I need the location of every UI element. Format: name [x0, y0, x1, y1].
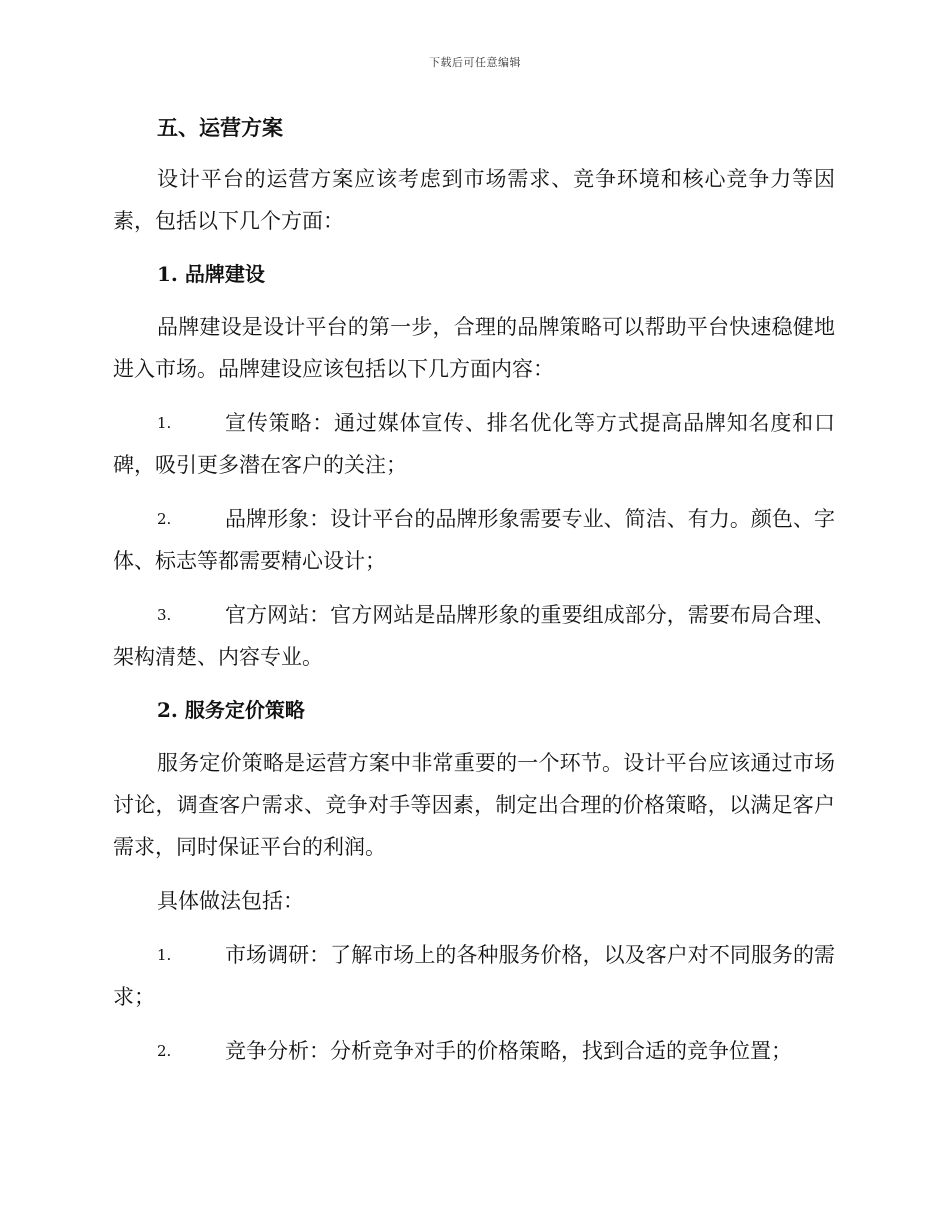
list-item-text: 品牌形象：设计平台的品牌形象需要专业、简洁、有力。颜色、字体、标志等都需要精心设计；	[113, 507, 835, 573]
pricing-heading: 2. 服务定价策略	[157, 698, 305, 722]
list-item	[113, 498, 835, 582]
method-label: 具体做法包括：	[157, 889, 304, 913]
list-item	[113, 934, 835, 1018]
list-item-text: 市场调研：了解市场上的各种服务价格，以及客户对不同服务的需求；	[113, 943, 835, 1009]
list-item-text: 竞争分析：分析竞争对手的价格策略，找到合适的竞争位置；	[225, 1039, 792, 1063]
list-item	[113, 402, 835, 486]
list-item-number: 2.	[157, 510, 172, 528]
pricing-intro: 服务定价策略是运营方案中非常重要的一个环节。设计平台应该通过市场讨论，调查客户需求、竞争对手等因素，制定出合理的价格策略，以满足客户需求，同时保证平台的利润。	[113, 751, 835, 859]
list-item-number: 2.	[157, 1042, 172, 1060]
page-header: 下载后可任意编辑	[429, 56, 521, 69]
section-intro: 设计平台的运营方案应该考虑到市场需求、竞争环境和核心竞争力等因素，包括以下几个方面：	[113, 167, 835, 233]
list-item-text: 官方网站：官方网站是品牌形象的重要组成部分，需要布局合理、架构清楚、内容专业。	[113, 603, 835, 669]
list-item	[113, 1030, 835, 1072]
section-title: 五、运营方案	[157, 115, 283, 140]
brand-intro: 品牌建设是设计平台的第一步，合理的品牌策略可以帮助平台快速稳健地进入市场。品牌建设应该包括以下几方面内容：	[113, 315, 835, 381]
list-item-number: 1.	[157, 414, 172, 432]
list-item-number: 3.	[157, 606, 172, 624]
list-item	[113, 594, 835, 678]
brand-heading: 1. 品牌建设	[157, 262, 265, 286]
list-item-text: 宣传策略：通过媒体宣传、排名优化等方式提高品牌知名度和口碑，吸引更多潜在客户的关注；	[113, 411, 835, 477]
document-body	[113, 108, 835, 1084]
list-item-number: 1.	[157, 946, 172, 964]
